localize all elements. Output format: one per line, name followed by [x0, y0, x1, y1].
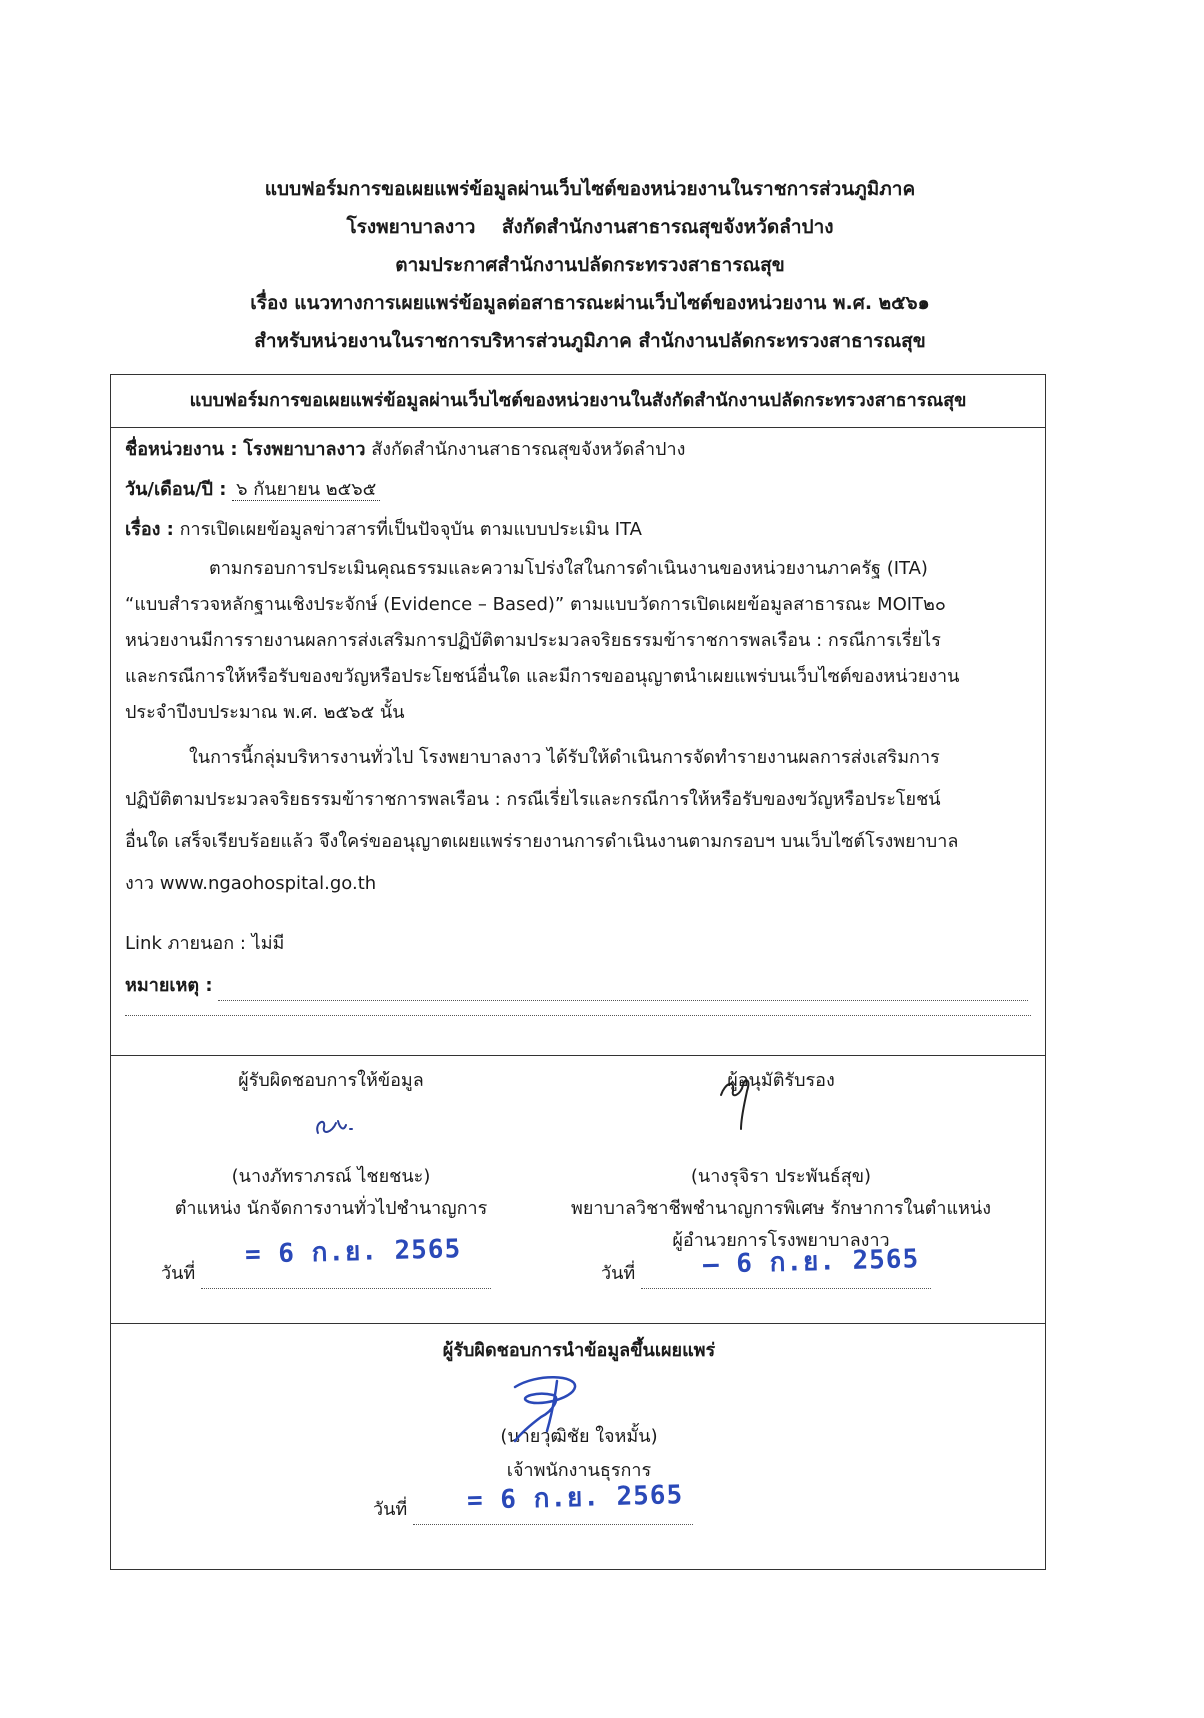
- page-header: [110, 170, 1070, 360]
- form-title: แบบฟอร์มการขอเผยแพร่ข้อมูลผ่านเว็บไซต์ของหน่วยงานในสังกัดสำนักงานปลัดกระทรวงสาธารณสุข: [111, 375, 1045, 428]
- paragraph-1-line: ตามกรอบการประเมินคุณธรรมและความโปร่งใสในการดำเนินงานของหน่วยงานภาครัฐ (ITA): [209, 558, 928, 579]
- right-date-label: วันที่: [601, 1263, 636, 1284]
- agency-affiliation: สังกัดสำนักงานสาธารณสุขจังหวัดลำปาง: [371, 439, 686, 460]
- date-value: ๖ กันยายน ๒๕๖๕: [232, 479, 380, 501]
- header-line-5: สำหรับหน่วยงานในราชการบริหารส่วนภูมิภาค สำนักงานปลัดกระทรวงสาธารณสุข: [254, 330, 926, 352]
- agency-name: โรงพยาบาลงาว: [243, 439, 366, 460]
- right-signer-position: พยาบาลวิชาชีพชำนาญการพิเศษ รักษาการในตำแหน่ง: [570, 1198, 992, 1219]
- paragraph-2-line: งาว www.ngaohospital.go.th: [125, 873, 377, 894]
- paragraph-2-line: อื่นใด เสร็จเรียบร้อยแล้ว จึงใคร่ขออนุญาตเผยแพร่รายงานการดำเนินงานตามกรอบฯ บนเว็บไซต์โรงพยาบาล: [125, 831, 959, 852]
- remark-label: หมายเหตุ :: [125, 975, 213, 996]
- paragraph-1-line: “แบบสำรวจหลักฐานเชิงประจักษ์ (Evidence – Based)” ตามแบบวัดการเปิดเผยข้อมูลสาธารณะ MOIT๒๐: [125, 594, 946, 615]
- right-signature-heading: ผู้อนุมัติรับรอง: [727, 1070, 835, 1091]
- bottom-date-label: วันที่: [373, 1499, 408, 1520]
- paragraph-2-line: ในการนี้กลุ่มบริหารงานทั่วไป โรงพยาบาลงาว ได้รับให้ดำเนินการจัดทำรายงานผลการส่งเสริมการ: [189, 747, 940, 768]
- form-box: [110, 374, 1046, 1570]
- subject-field: [125, 515, 642, 545]
- bottom-signature-mark: [497, 1367, 597, 1447]
- bottom-signer-name: (นายวุฒิชัย ใจหมั้น): [500, 1426, 658, 1447]
- bottom-date-stamp: = 6 ก.ย. 2565: [466, 1480, 684, 1516]
- bottom-divider: [111, 1323, 1045, 1324]
- left-signature-mark: [306, 1107, 366, 1147]
- header-line-3: ตามประกาศสำนักงานปลัดกระทรวงสาธารณสุข: [395, 254, 785, 276]
- paragraph-1: [125, 551, 1031, 731]
- right-date-stamp: – 6 ก.ย. 2565: [702, 1244, 920, 1280]
- signature-divider: [111, 1055, 1045, 1056]
- link-value: ไม่มี: [251, 933, 285, 954]
- left-signer-position: ตำแหน่ง นักจัดการงานทั่วไปชำนาญการ: [174, 1198, 488, 1219]
- header-line-1: แบบฟอร์มการขอเผยแพร่ข้อมูลผ่านเว็บไซต์ของหน่วยงานในราชการส่วนภูมิภาค: [264, 178, 916, 200]
- paragraph-1-line: หน่วยงานมีการรายงานผลการส่งเสริมการปฏิบัติตามประมวลจริยธรรมข้าราชการพลเรือน : กรณีการเรี่ยไร: [125, 630, 941, 651]
- remark-line-2: [125, 1015, 1031, 1016]
- subject-label: เรื่อง :: [125, 519, 174, 540]
- subject-value: การเปิดเผยข้อมูลข่าวสารที่เป็นปัจจุบัน ตามแบบประเมิน ITA: [179, 519, 642, 540]
- left-date-line: [201, 1270, 491, 1289]
- left-date-label: วันที่: [161, 1263, 196, 1284]
- paragraph-2-line: ปฏิบัติตามประมวลจริยธรรมข้าราชการพลเรือน : กรณีเรี่ยไรและกรณีการให้หรือรับของขวัญหรือประโยชน์: [125, 789, 941, 810]
- bottom-signature-heading: ผู้รับผิดชอบการนำข้อมูลขึ้นเผยแพร่: [442, 1340, 716, 1361]
- remark-line: [218, 980, 1028, 1001]
- link-label: Link ภายนอก :: [125, 933, 246, 954]
- header-line-2: โรงพยาบาลงาว สังกัดสำนักงานสาธารณสุขจังหวัดลำปาง: [346, 216, 834, 238]
- paragraph-1-line: ประจำปีงบประมาณ พ.ศ. ๒๕๖๕ นั้น: [125, 702, 405, 723]
- agency-label: ชื่อหน่วยงาน :: [125, 439, 238, 460]
- left-signature-heading: ผู้รับผิดชอบการให้ข้อมูล: [238, 1070, 424, 1091]
- right-signer-name: (นางรุจิรา ประพันธ์สุข): [690, 1166, 872, 1187]
- bottom-signer-position: เจ้าพนักงานธุรการ: [506, 1460, 652, 1481]
- link-field: [125, 929, 284, 959]
- paragraph-2: [125, 737, 1031, 905]
- left-date-stamp: = 6 ก.ย. 2565: [244, 1234, 462, 1270]
- agency-field: [125, 435, 685, 465]
- right-signer-position-2: ผู้อำนวยการโรงพยาบาลงาว: [672, 1230, 890, 1251]
- header-line-4: เรื่อง แนวทางการเผยแพร่ข้อมูลต่อสาธารณะผ่านเว็บไซต์ของหน่วยงาน พ.ศ. ๒๕๖๑: [250, 292, 930, 314]
- date-field: [125, 475, 380, 505]
- remark-field: [125, 971, 1028, 1001]
- left-signer-name: (นางภัทราภรณ์ ไชยชนะ): [231, 1166, 431, 1187]
- date-label: วัน/เดือน/ปี :: [125, 479, 227, 500]
- paragraph-1-line: และกรณีการให้หรือรับของขวัญหรือประโยชน์อื่นใด และมีการขออนุญาตนำเผยแพร่บนเว็บไซต์ของหน่วยงาน: [125, 666, 960, 687]
